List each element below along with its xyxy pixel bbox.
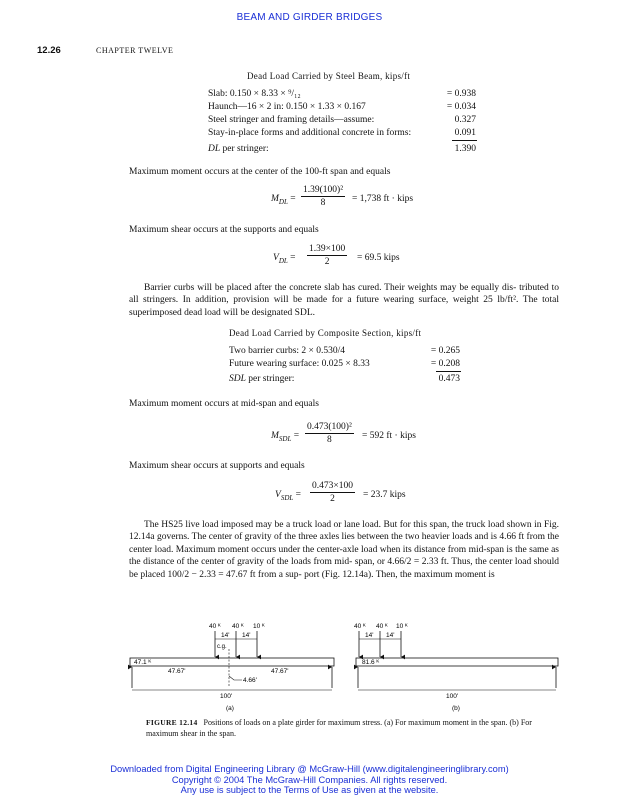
load-label: 40 ᴷ xyxy=(376,623,388,630)
paragraph-barrier-curbs xyxy=(129,282,559,319)
paragraph: Maximum moment occurs at mid-span and equals xyxy=(129,399,319,409)
span-label: 100' xyxy=(220,693,233,700)
load-label: 40 ᴷ xyxy=(232,623,244,630)
equation-denominator: 2 xyxy=(330,494,335,504)
spacing-label: 14' xyxy=(242,632,251,639)
load-label: 10 ᴷ xyxy=(253,623,265,630)
offset-leader xyxy=(229,676,242,680)
table1-value: 0.091 xyxy=(454,128,476,138)
equation-fraction xyxy=(301,185,345,208)
table1-total-label: per stringer: xyxy=(222,144,269,154)
table1-total-row xyxy=(208,144,269,154)
reaction-label: 81.6 ᴷ xyxy=(362,659,380,666)
spacing-label: 14' xyxy=(221,632,230,639)
footer-download-link[interactable]: Downloaded from Digital Engineering Library @ McGraw-Hill (www.digitalengineeringlibrary.com) xyxy=(110,764,509,774)
girder-b xyxy=(356,658,558,666)
offset-label: 4.66' xyxy=(243,677,257,684)
paragraph-hs25-live-load xyxy=(129,519,559,581)
equation-lhs: $V_{DL}$ = xyxy=(273,253,296,265)
equation-symbol: V xyxy=(273,253,279,263)
figure-caption xyxy=(146,718,546,739)
paragraph: Maximum shear occurs at supports and equals xyxy=(129,461,305,471)
equation-denominator: 8 xyxy=(327,435,332,445)
footer-copyright: Copyright © 2004 The McGraw-Hill Companies. All rights reserved. xyxy=(171,774,448,785)
text-line: tributed to all stringers. In addition, provision will be made for a future wearing surface, weight xyxy=(129,283,559,306)
distance-label: 47.67' xyxy=(168,668,186,675)
paragraph: Maximum shear occurs at the supports and equals xyxy=(129,225,319,235)
distance-label: 47.67' xyxy=(271,668,289,675)
table1-row: Steel stringer and framing details—assume: xyxy=(208,115,375,125)
table2-value: = 0.208 xyxy=(430,359,460,369)
text-line: loads and is 4.66 ft from the center load. Maximum moment occurs under the center-axle load when xyxy=(129,532,560,555)
load-label: 40 ᴷ xyxy=(209,623,221,630)
diagram-label-b: (b) xyxy=(452,705,460,712)
equation-numerator: 0.473(100)² xyxy=(307,422,352,432)
equation-numerator: 1.39×100 xyxy=(309,244,346,254)
diagram-a xyxy=(130,623,334,712)
figure-12-14 xyxy=(128,618,560,714)
text-line: its distance from mid-span is the same as the distance of the center of gravity of the loads from mid- xyxy=(129,544,559,568)
spacing-label: 14' xyxy=(365,632,374,639)
equation-subscript: DL xyxy=(278,256,288,265)
page-number: 12.26 xyxy=(37,45,61,56)
table1-row: Slab: 0.150 × 8.33 × ⁹/₁₂ xyxy=(208,89,301,99)
spacing-label: 14' xyxy=(386,632,395,639)
equation-lhs: $V_{SDL}$ = xyxy=(275,490,301,502)
table1-total-value: 1.390 xyxy=(454,144,476,154)
table2-row: Two barrier curbs: 2 × 0.530/4 xyxy=(229,346,346,356)
table2-total-label: per stringer: xyxy=(248,374,295,384)
equation-symbol: V xyxy=(275,490,281,500)
text-line: span, or 4.66/2 = 2.33 ft. Thus, the center load should be placed 100/2 − 2.33 = 47.67 ft from a sup- xyxy=(129,557,559,580)
diagram-label-a: (a) xyxy=(226,705,234,712)
table1-value: 0.327 xyxy=(454,115,476,125)
table1-value: = 0.938 xyxy=(446,89,476,99)
table1-title: Dead Load Carried by Steel Beam, kips/ft xyxy=(247,71,411,81)
table2-row: Future wearing surface: 0.025 × 8.33 xyxy=(229,359,370,369)
table1-row: Stay-in-place forms and additional concrete in forms: xyxy=(208,128,412,138)
table2-total-symbol: SDL xyxy=(229,374,246,384)
text-line: 25 lb/ft². The total superimposed dead load will be designated SDL. xyxy=(129,295,559,318)
diagram-b xyxy=(354,623,558,712)
equation-lhs: $M_{SDL}$ = xyxy=(271,431,300,443)
equation-numerator: 0.473×100 xyxy=(312,481,353,491)
load-label: 10 ᴷ xyxy=(396,623,408,630)
paragraph: Maximum moment occurs at the center of the 100-ft span and equals xyxy=(129,167,391,177)
equation-rhs: = 69.5 kips xyxy=(357,253,400,263)
table2-total-row xyxy=(229,374,294,384)
reaction-label: 47.1 ᴷ xyxy=(134,659,152,666)
text-line: port (Fig. 12.14a). Then, the maximum moment is xyxy=(304,569,495,580)
table1-total-symbol: DL xyxy=(208,144,221,154)
caption-label: FIGURE 12.14 xyxy=(146,718,198,727)
equation-fraction xyxy=(307,244,347,267)
equation-denominator: 2 xyxy=(324,257,330,267)
footer-terms-link[interactable]: Any use is subject to the Terms of Use as given at the website. xyxy=(180,785,439,795)
caption-text: Positions of loads on a plate girder for maximum stress. (a) For maximum moment in the span. (b) For maximum shear in the span. xyxy=(146,718,532,738)
table1-total-rule xyxy=(452,140,477,141)
equation-subscript: DL xyxy=(278,197,288,206)
span-label: 100' xyxy=(446,693,459,700)
equation-rhs: = 23.7 kips xyxy=(363,490,406,500)
text-line: shown in Fig. 12.14a governs. The center of gravity of the three axles lies between the two heavier xyxy=(129,520,560,543)
equation-numerator: 1.39(100)² xyxy=(303,185,344,195)
equation-subscript: SDL xyxy=(278,434,292,443)
equation-fraction xyxy=(305,422,354,445)
equation-rhs: = 1,738 ft · kips xyxy=(352,194,414,204)
footer xyxy=(0,764,619,796)
table1-row: Haunch—16 × 2 in: 0.150 × 1.33 × 0.167 xyxy=(208,102,366,112)
equation-denominator: 8 xyxy=(320,198,326,208)
chapter-label: CHAPTER TWELVE xyxy=(96,46,174,55)
equation-fraction xyxy=(310,481,355,504)
girder-a xyxy=(130,658,334,666)
load-label: 40 ᴷ xyxy=(354,623,366,630)
equation-subscript: SDL xyxy=(280,493,294,502)
table1-value: = 0.034 xyxy=(446,102,476,112)
table2-value: = 0.265 xyxy=(430,346,460,356)
table2-total-rule xyxy=(436,371,461,372)
table2-total-value: 0.473 xyxy=(438,374,460,384)
running-head: BEAM AND GIRDER BRIDGES xyxy=(236,12,383,23)
equation-symbol: M xyxy=(271,431,279,441)
equation-rhs: = 592 ft · kips xyxy=(362,431,416,441)
cg-label: c.g. xyxy=(217,644,227,650)
equation-symbol: M xyxy=(271,194,279,204)
equation-lhs: $M_{DL}$ = xyxy=(271,194,296,206)
table2-title: Dead Load Carried by Composite Section, kips/ft xyxy=(229,328,422,338)
text-line: Barrier curbs will be placed after the concrete slab has cured. Their weights may be equally dis- xyxy=(144,283,517,293)
text-line: The HS25 live load imposed may be a truck load or lane load. But for this span, the truck load xyxy=(144,520,505,530)
